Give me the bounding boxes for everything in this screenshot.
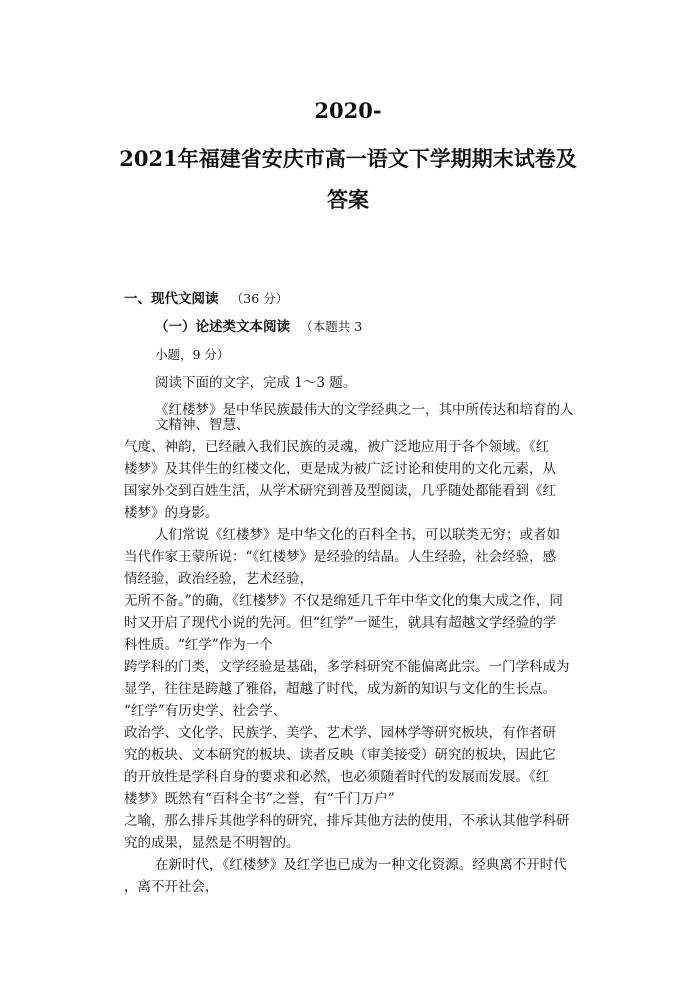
body-line: 情经验，政治经验，艺术经验， (124, 571, 313, 587)
body-line: 文精神、智慧、 (155, 417, 250, 433)
body-line: “红学”有历史学、社会学、 (124, 703, 287, 719)
subsection-note: （本题共 3 (300, 319, 363, 334)
body-line: 楼梦》既然有“百科全书”之誉，有“千门万户” (124, 791, 395, 807)
section-heading (124, 290, 288, 308)
section-score: （36 分） (230, 291, 289, 306)
body-line: 科性质。“红学”作为一个 (124, 637, 273, 653)
document-title-line-1: 2020- (314, 98, 382, 123)
body-line: 楼梦》及其伴生的红楼文化，更是成为被广泛讨论和使用的文化元素，从 (124, 461, 556, 477)
subsection-heading (155, 318, 362, 336)
body-line: 在新时代，《红楼梦》及红学也已成为一种文化资源。经典离不开时代 (155, 857, 567, 873)
body-line: 究的板块、文本研究的板块、读者反映（审美接受）研究的板块，因此它 (124, 747, 556, 763)
body-line: 国家外交到百姓生活，从学术研究到普及型阅读，几乎随处都能看到《红 (124, 483, 556, 499)
body-line: 显学，往往是跨越了雅俗，超越了时代，成为新的知识与文化的生长点。 (124, 681, 556, 697)
body-line: 人们常说《红楼梦》是中华文化的百科全书，可以联类无穷；或者如 (155, 527, 560, 543)
subsection-heading-text: （一）论述类文本阅读 (155, 319, 290, 335)
section-heading-text: 一、现代文阅读 (124, 291, 219, 307)
body-line: 之喻，那么排斥其他学科的研究，排斥其他方法的使用，不承认其他学科研 (124, 813, 570, 829)
body-line: 楼梦》的身影。 (124, 505, 219, 521)
body-line: 气度、神韵，已经融入我们民族的灵魂，被广泛地应用于各个领域。《红 (124, 439, 550, 455)
body-line: 的开放性是学科自身的要求和必然，也必须随着时代的发展而发展。《红 (124, 769, 550, 785)
body-line: ，离不开社会， (124, 879, 219, 895)
document-title-line-3: 答案 (327, 187, 369, 212)
body-line: 时又开启了现代小说的先河。但“红学”一诞生，就具有超越文学经验的学 (124, 615, 557, 631)
document-title-line-2: 2021年福建省安庆市高一语文下学期期末试卷及 (119, 146, 577, 171)
body-line: 当代作家王蒙所说：“《红楼梦》是经验的结晶。人生经验，社会经验，感 (124, 549, 557, 565)
body-line: 政治学、文化学、民族学、美学、艺术学、园林学等研究板块，有作者研 (124, 725, 556, 741)
subsection-note-continued: 小题，9 分） (155, 347, 230, 362)
body-line: 究的成果，显然是不明智的。 (124, 835, 300, 851)
body-line: 《红楼梦》是中华民族最伟大的文学经典之一，其中所传达和培育的人 (155, 402, 574, 418)
instruction-text: 阅读下面的文字，完成 1～3 题。 (155, 375, 357, 391)
body-line: 跨学科的门类，文学经验是基础，多学科研究不能偏离此宗。一门学科成为 (124, 659, 570, 675)
body-line: 无所不备。”的确，《红楼梦》不仅是绵延几千年中华文化的集大成之作，同 (124, 593, 563, 609)
